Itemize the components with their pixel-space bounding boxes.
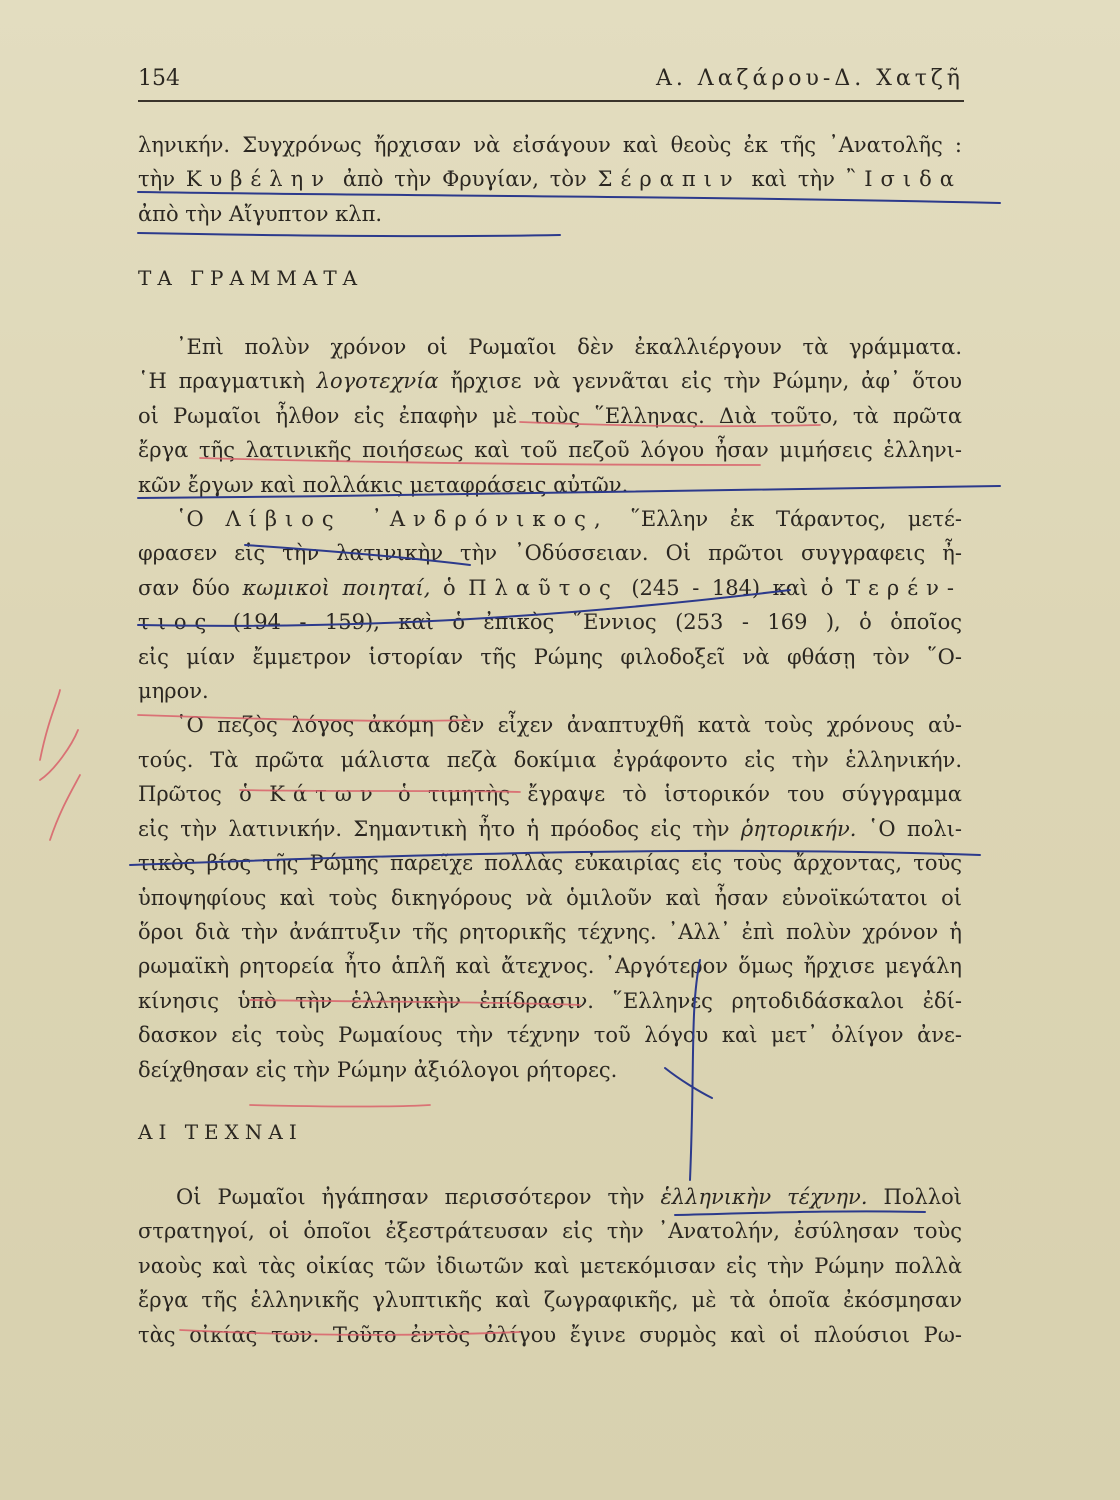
text-line xyxy=(138,1180,962,1214)
text-line: δασκον εἰς τοὺς Ρωμαίους τὴν τέχνην τοῦ λόγου καὶ μετ᾿ ὀλίγον ἀνε- xyxy=(138,1023,962,1048)
name-cato: Κάτων xyxy=(269,782,381,807)
name-serapis: Σέραπιν xyxy=(597,167,741,192)
text-line: ἔργα τῆς λατινικῆς ποιήσεως καὶ τοῦ πεζοῦ λόγου ἦσαν μιμήσεις ἑλληνι- xyxy=(138,438,962,463)
text-line: ναοὺς καὶ τὰς οἰκίας τῶν ἰδιωτῶν καὶ μετεκόμισαν εἰς τὴν Ρώμην πολλὰ xyxy=(138,1253,962,1278)
text-line xyxy=(138,812,962,846)
text-line: τικὸς βίος τῆς Ρώμης παρεῖχε πολλὰς εὐκαιρίας εἰς τοὺς ἄρχοντας, τοὺς xyxy=(138,851,962,876)
running-head-author: Α. Λαζάρου-Δ. Χατζῆ xyxy=(655,66,964,91)
text-span: ῾Ο πολι- xyxy=(867,816,962,841)
text-span: τὴν xyxy=(138,167,175,192)
name-terentius: Τερέν- xyxy=(845,575,962,600)
text-line: ἔργα τῆς ἑλληνικῆς γλυπτικῆς καὶ ζωγραφικῆς, μὲ τὰ ὁποῖα ἐκόσμησαν xyxy=(138,1288,962,1313)
italic-term: ἑλληνικὴν τέχνην. xyxy=(660,1185,868,1209)
text-span: ῾Η πραγματικὴ xyxy=(138,369,305,394)
paragraph-letters xyxy=(138,330,962,1087)
text-line xyxy=(138,605,962,639)
section-heading-arts: ΑΙ ΤΕΧΝΑΙ xyxy=(138,1120,303,1144)
text-span: (245 - 184) καὶ ὁ xyxy=(631,575,834,600)
text-line: τούς. Τὰ πρῶτα μάλιστα πεζὰ δοκίμια ἐγράφοντο εἰς τὴν ἑλληνικήν. xyxy=(138,747,962,772)
text-line xyxy=(138,571,962,605)
text-span: ἤρχισε νὰ γεννᾶται εἰς τὴν Ρώμην, ἀφ᾿ ὅτου xyxy=(450,369,962,394)
header-rule xyxy=(138,100,964,102)
paragraph-arts xyxy=(138,1180,962,1352)
section-heading-letters: ΤΑ ΓΡΑΜΜΑΤΑ xyxy=(138,266,364,290)
text-line: ῾Ο πεζὸς λόγος ἀκόμη δὲν εἶχεν ἀναπτυχθῆ κατὰ τοὺς χρόνους αὐ- xyxy=(176,713,962,738)
text-line: μηρον. xyxy=(138,679,209,704)
text-line xyxy=(138,777,962,811)
text-span: ῞Ελλην ἐκ Τάραντος, μετέ- xyxy=(630,507,963,532)
text-line: τὰς οἰκίας των. Τοῦτο ἐντὸς ὀλίγου ἔγινε συρμὸς καὶ οἱ πλούσιοι Ρω- xyxy=(138,1322,962,1347)
paragraph-intro xyxy=(138,128,962,231)
name-terentius-end: τιος xyxy=(138,610,215,635)
text-line: ληνικήν. Συγχρόνως ἤρχισαν νὰ εἰσάγουν καὶ θεοὺς ἐκ τῆς ᾿Ανατολῆς : xyxy=(138,133,962,157)
text-span: Οἱ Ρωμαῖοι ἠγάπησαν περισσότερον τὴν xyxy=(176,1185,645,1209)
pen-underline xyxy=(138,233,560,236)
pencil-margin-scribble xyxy=(50,775,80,840)
text-span: ῾Ο xyxy=(176,507,204,532)
text-line: ὑποψηφίους καὶ τοὺς δικηγόρους νὰ ὁμιλοῦν καὶ ἦσαν εὐνοϊκώτατοι οἱ xyxy=(138,885,962,910)
text-span: ὁ xyxy=(442,575,456,600)
page-number: 154 xyxy=(138,66,180,91)
text-line: ρωμαϊκὴ ρητορεία ἦτο ἁπλῆ καὶ ἄτεχνος. ᾿Αργότερον ὅμως ἤρχισε μεγάλη xyxy=(138,954,962,979)
text-span: Πολλοὶ xyxy=(883,1185,962,1209)
name-kyveli: Κυβέλην xyxy=(185,167,332,192)
text-line: στρατηγοί, οἱ ὁποῖοι ἐξεστράτευσαν εἰς τὴν ᾿Ανατολήν, ἐσύλησαν τοὺς xyxy=(138,1219,962,1244)
name-isis: ῍Ισιδα xyxy=(845,167,962,192)
text-span: εἰς τὴν λατινικήν. Σημαντικὴ ἦτο ἡ πρόοδος εἰς τὴν xyxy=(138,816,730,841)
text-span: Πρῶτος ὁ xyxy=(138,782,252,807)
italic-term: λογοτεχνία xyxy=(316,369,439,394)
text-span: ὁ τιμητὴς ἔγραψε τὸ ἱστορικόν του σύγγραμμα xyxy=(397,782,962,807)
text-line: κῶν ἔργων καὶ πολλάκις μεταφράσεις αὐτῶν. xyxy=(138,472,629,497)
text-span: (194 - 159), καὶ ὁ ἐπικὸς ῞Εννιος (253 - 169 ), ὁ ὁποῖος xyxy=(232,610,962,635)
text-span: ἀπὸ τὴν Φρυγίαν, τὸν xyxy=(342,167,587,192)
text-line xyxy=(138,364,962,398)
pencil-margin-scribble xyxy=(40,690,60,760)
page-header xyxy=(138,66,964,91)
text-line xyxy=(138,162,962,196)
pencil-margin-scribble xyxy=(40,730,78,780)
text-line xyxy=(138,502,962,536)
text-line: δείχθησαν εἰς τὴν Ρώμην ἀξιόλογοι ρήτορες. xyxy=(138,1057,618,1082)
pencil-underline xyxy=(250,1105,430,1107)
name-livius: Λίβιος ᾿Ανδρόνικος, xyxy=(225,507,609,532)
text-line: οἱ Ρωμαῖοι ἦλθον εἰς ἐπαφὴν μὲ τοὺς ῞Ελληνας. Διὰ τοῦτο, τὰ πρῶτα xyxy=(138,403,962,428)
text-line: ᾿Επὶ πολὺν χρόνον οἱ Ρωμαῖοι δὲν ἐκαλλιέργουν τὰ γράμματα. xyxy=(176,335,962,359)
text-line: κίνησις ὑπὸ τὴν ἑλληνικὴν ἐπίδρασιν. ῞Ελληνες ρητοδιδάσκαλοι ἐδί- xyxy=(138,988,962,1013)
text-line: φρασεν εἰς τὴν λατινικὴν τὴν ᾿Οδύσσειαν. Οἱ πρῶτοι συγγραφεις ἦ- xyxy=(138,541,962,566)
text-span: καὶ τὴν xyxy=(751,167,835,192)
text-span: σαν δύο xyxy=(138,575,230,600)
text-line: εἰς μίαν ἔμμετρον ἱστορίαν τῆς Ρώμης φιλοδοξεῖ νὰ φθάσῃ τὸν ῞Ο- xyxy=(138,644,962,669)
text-line: ἀπὸ τὴν Αἴγυπτον κλπ. xyxy=(138,201,383,226)
name-plautus: Πλαῦτος xyxy=(468,575,619,600)
text-line: ὅροι διὰ τὴν ἀνάπτυξιν τῆς ρητορικῆς τέχνης. ᾿Αλλ᾿ ἐπὶ πολὺν χρόνον ἡ xyxy=(138,919,962,944)
italic-term: κωμικοὶ ποιηταί, xyxy=(242,575,431,600)
italic-term: ῥητορικήν. xyxy=(740,816,857,841)
